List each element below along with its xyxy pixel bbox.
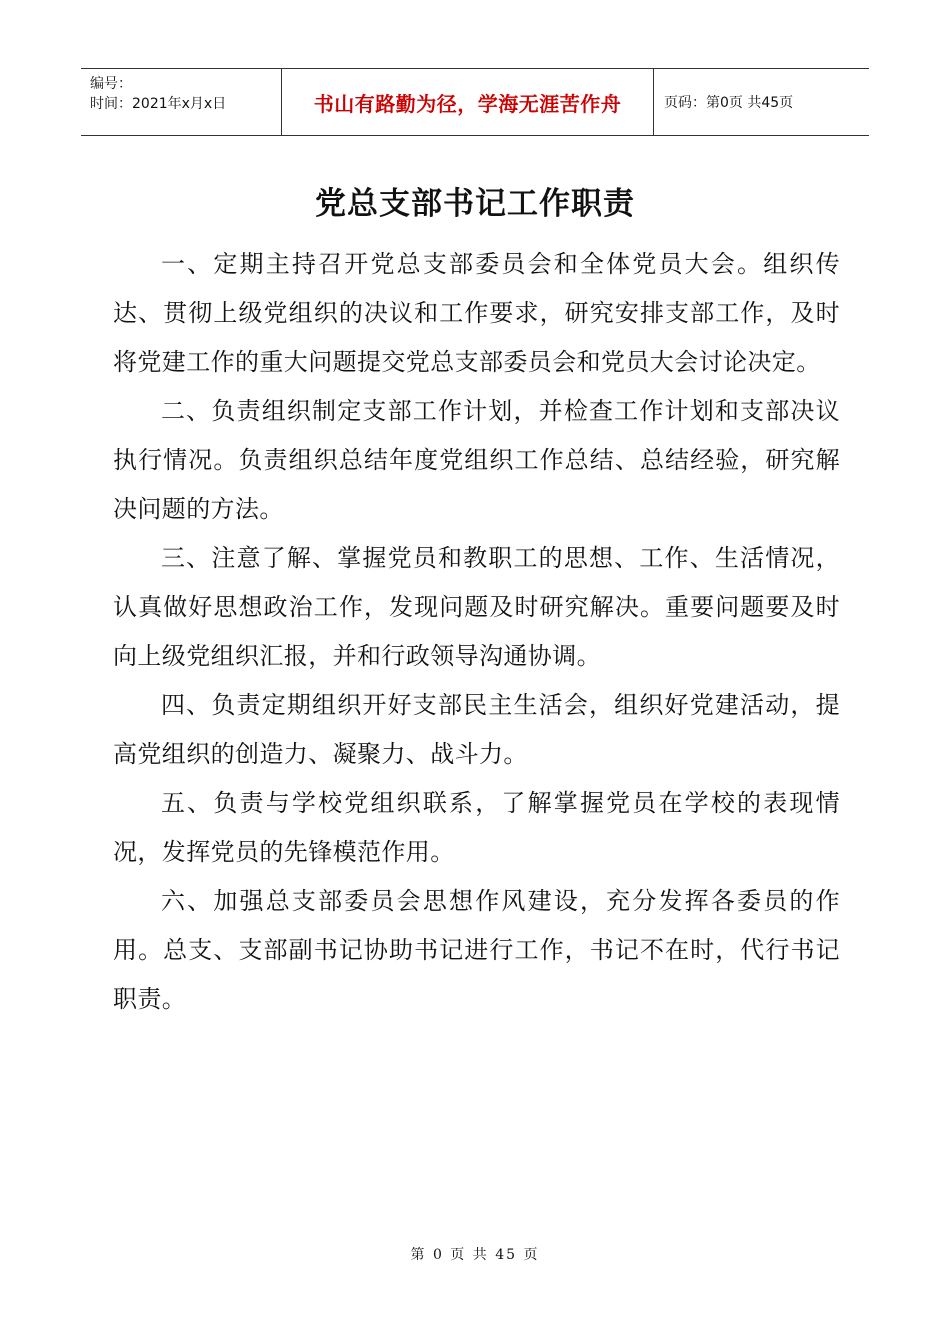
document-number-label: 编号： bbox=[90, 76, 132, 92]
paragraph: 六、加强总支部委员会思想作风建设，充分发挥各委员的作用。总支、支部副书记协助书记进行工作，书记不在时，代行书记职责。 bbox=[113, 887, 840, 1013]
document-title: 党总支部书记工作职责 bbox=[315, 186, 635, 222]
header-meta-cell bbox=[81, 69, 282, 135]
header-page-cell bbox=[654, 69, 869, 135]
document-date: 时间：2021年x月x日 bbox=[90, 96, 227, 112]
header-page-info: 页码：第0页 共45页 bbox=[664, 95, 794, 111]
page-footer: 第 0 页 共 45 页 bbox=[410, 1247, 540, 1263]
header-table bbox=[81, 68, 869, 136]
header-motto-cell bbox=[282, 69, 654, 135]
paragraph: 一、定期主持召开党总支部委员会和全体党员大会。组织传达、贯彻上级党组织的决议和工作要求，研究安排支部工作，及时将党建工作的重大问题提交党总支部委员会和党员大会讨论决定。 bbox=[113, 250, 840, 376]
document-body bbox=[113, 240, 840, 1024]
header-motto: 书山有路勤为径，学海无涯苦作舟 bbox=[313, 91, 622, 116]
paragraph: 三、注意了解、掌握党员和教职工的思想、工作、生活情况，认真做好思想政治工作，发现问题及时研究解决。重要问题要及时向上级党组织汇报，并和行政领导沟通协调。 bbox=[113, 544, 840, 670]
paragraph: 四、负责定期组织开好支部民主生活会，组织好党建活动，提高党组织的创造力、凝聚力、战斗力。 bbox=[113, 691, 840, 768]
paragraph: 二、负责组织制定支部工作计划，并检查工作计划和支部决议执行情况。负责组织总结年度党组织工作总结、总结经验，研究解决问题的方法。 bbox=[113, 397, 840, 523]
paragraph: 五、负责与学校党组织联系，了解掌握党员在学校的表现情况，发挥党员的先锋模范作用。 bbox=[113, 789, 840, 866]
